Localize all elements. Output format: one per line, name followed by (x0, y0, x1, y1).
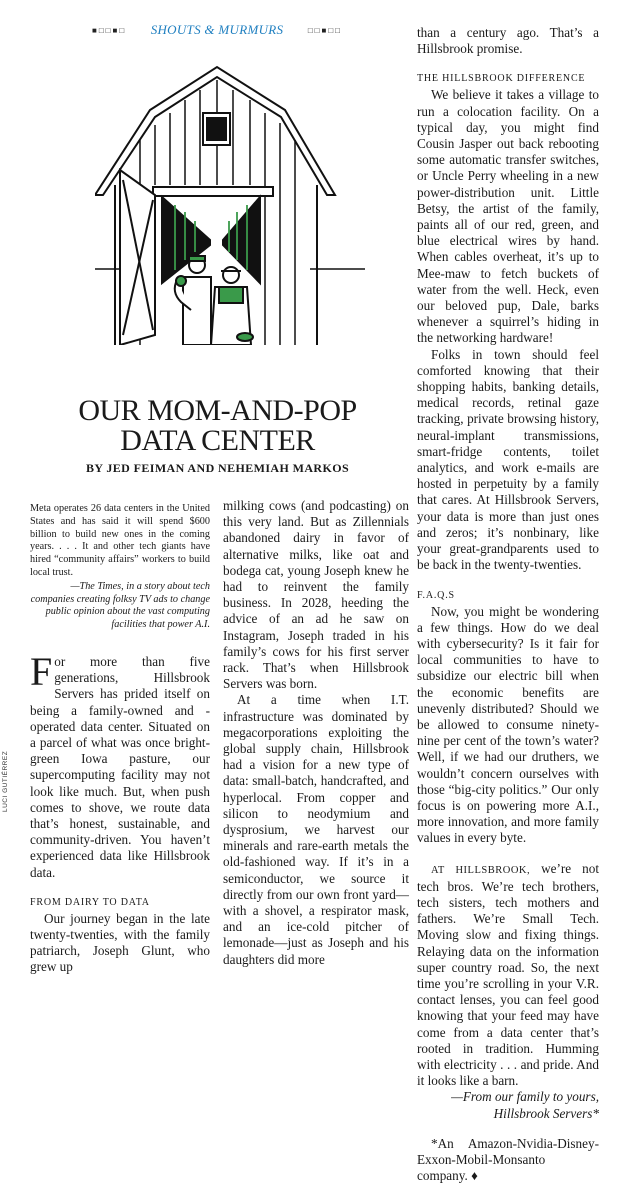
left-column-flow (30, 503, 210, 976)
ornament-dots-left: ■□□■□ (92, 25, 127, 35)
kicker-label: SHOUTS & MURMURS (150, 22, 284, 37)
section-heading-difference: THE HILLSBROOK DIFFERENCE (417, 73, 586, 85)
paragraph: At a time when I.T. infrastructure was dominated by megacorporations exploiting the global supply chain, Hillsbrook had a vision for a new type of data: small-batch, handcrafted, and hyperlocal. From copper and silicon to neodymium and dysprosium, we harvest our minerals and rare-earth metals the old-fashioned way. If it’s in a semiconductor, we source it directly from our own front yard—with a shovel, a respirator mask, and an ice-cold pitcher of lemonade—just as Joseph and his daughters did more (223, 692, 409, 967)
paragraph: milking cows (and podcasting) on this very land. But as Zillennials abandoned dairy in favor of alternative milks, like oat and bodega cat, young Joseph knew he had to reinvent the family business. In 2028, heeding the advice of an ad he saw on Instagram, Joseph traded in his family’s cows for his first server rack. That’s when Hillsbrook Servers was born. (223, 498, 409, 692)
epigraph (30, 503, 210, 632)
paragraph: than a century ago. That’s a Hillsbrook promise. (417, 25, 599, 57)
drop-cap: F (30, 648, 53, 694)
column-2 (223, 498, 409, 968)
closing-lead: AT HILLSBROOK, (431, 864, 531, 876)
closing-paragraph: we’re not tech bros. We’re tech brothers, tech sisters, tech mothers and fathers. We’re Small Tech. Moving slow and fixing things. Relaying data on the information super country road. So, the next time you’re scrolling in your V.R. contact lenses, you can feel good knowing that your feed may have come from a data center that’s rooted in tradition. Humming with electricity . . . and pride. And it looks like a barn. (417, 860, 599, 1089)
section-heading-dairy: FROM DAIRY TO DATA (30, 896, 150, 908)
epigraph-text: Meta operates 26 data centers in the United States and has said it will spend $600 billion to build new ones in the coming years. . . . It and other tech giants have hired “community affairs” workers to build local trust. (30, 503, 210, 578)
paragraph: Now, you might be wondering a few things. How do we deal with cybersecurity? Is it fair for local communities to have to subsidize our electric bill when the economic benefits are unevenly distributed? Should we be allowed to consume ninety-nine per cent of the town’s water? Well, if we had our druthers, we wouldn’t concern ourselves with those “big-city politics.” Our only focus is on powering more A.I., more innovation, and more family values in every byte. (417, 603, 599, 846)
paragraph: Our journey began in the late twenty-twenties, with the family patriarch, Joseph Glunt, who grew up (30, 910, 210, 975)
paragraph: We believe it takes a village to run a colocation facility. On a typical day, you might find Cousin Jasper out back rebooting some automatic transfer switches, or Uncle Perry wheeling in a new power-distribution unit. Little Betsy, the artist of the family, paints all of our red, green, and blue electrical wires by hand. When cables overheat, it’s up to Mee-maw to fetch buckets of water from the well. Heck, even our beloved pup, Dale, barks whenever a squirrel’s hiding in the networking hardware! (417, 87, 599, 346)
epigraph-attribution: —The Times, in a story about tech companies creating folksy TV ads to change public opinion about the vast computing facilities that power A.I. (30, 580, 210, 631)
ornament-dots-right: □□■□□ (307, 25, 342, 35)
signoff-line-2: Hillsbrook Servers* (493, 1105, 599, 1121)
title-line-2: DATA CENTER (120, 424, 315, 457)
article-title (60, 396, 375, 456)
title-line-1: OUR MOM-AND-POP (78, 394, 357, 427)
column-3 (417, 25, 599, 1184)
barn-illustration (95, 45, 365, 345)
column-1 (30, 648, 210, 976)
paragraph: Folks in town should feel comforted knowing that their shopping habits, banking details, medical records, retinal gaze tracking, private browsing history, neural-implant transmissions, smart-fridge contents, toilet analytics, and work e-mails are hosted in perpetuity by a family that cares. At Hillsbrook Servers, your data is more than just ones and zeros; it’s nonbinary, like your great-grandparents used to be back in the twenty-twenties. (417, 346, 599, 573)
section-kicker (92, 22, 342, 38)
intro-paragraph: or more than five generations, Hillsbrook Servers has prided itself on being a family-owned and -operated data center. Situated on a parcel of what was once bright-green Iowa pasture, our supercomputing facility may not look like much. But, when push comes to shove, we route data that’s honest, sustainable, and community-driven. You haven’t experienced data like Hillsbrook data. (30, 653, 210, 880)
signoff-line-1: —From our family to yours, (451, 1089, 599, 1105)
section-heading-faqs: F.A.Q.S (417, 589, 455, 601)
illustration-credit: LUCI GUTIÉRREZ (2, 750, 9, 812)
footnote: *An Amazon-Nvidia-Disney-Exxon-Mobil-Monsanto company. ♦ (417, 1135, 599, 1184)
byline: BY JED FEIMAN AND NEHEMIAH MARKOS (85, 461, 350, 475)
